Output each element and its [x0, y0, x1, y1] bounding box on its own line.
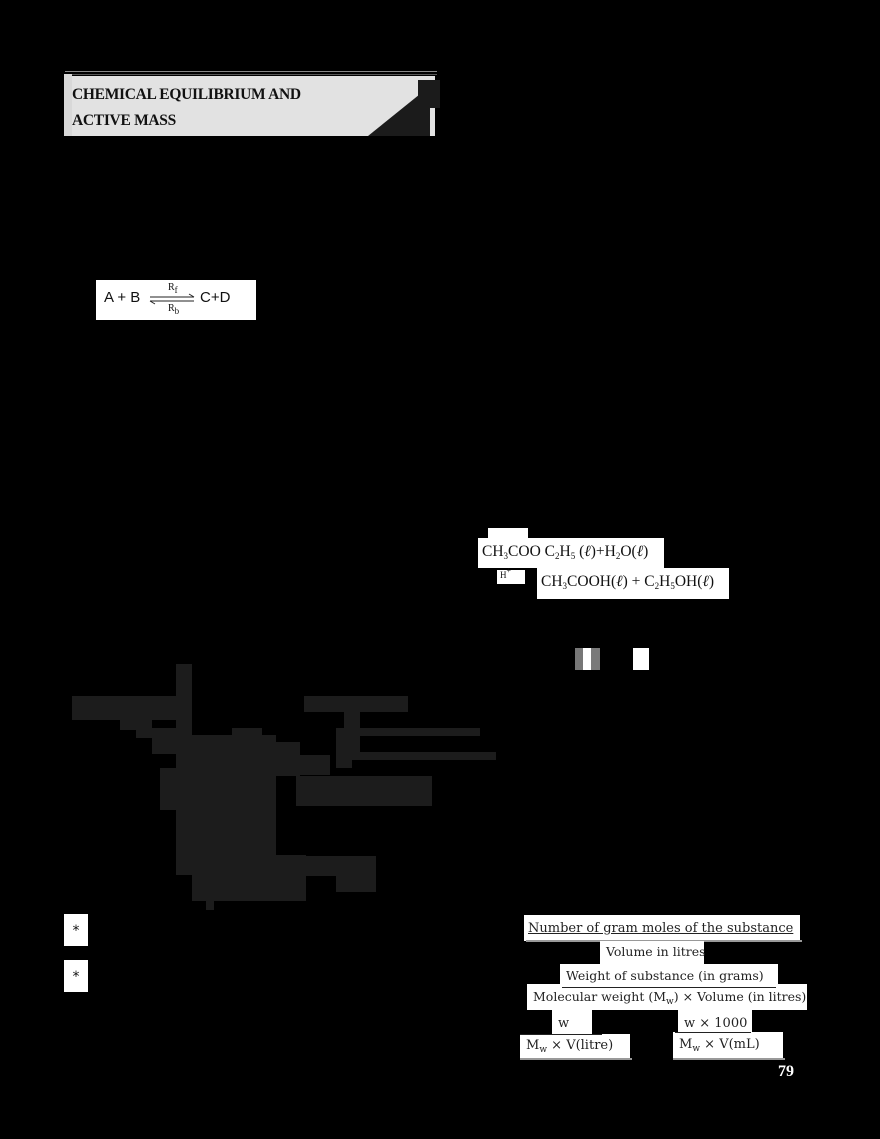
chapter-title [72, 82, 301, 134]
page-number: 79 [778, 1063, 794, 1080]
fraction-bar [562, 987, 776, 988]
bracket-fragment [591, 648, 600, 670]
forward-rate-label: $R_f$ [168, 282, 178, 295]
esterification-products: $CH_3COOH(\ell)$ + $C_2H_5OH(\ell)$ [537, 568, 729, 599]
reversible-reaction-equation [96, 280, 256, 320]
chapter-title-line2: ACTIVE MASS [72, 112, 176, 129]
weight-denominator: Molecular weight $(M_w)$ × Volume (in litres) [527, 984, 807, 1010]
reactants: A + B [104, 289, 141, 306]
catalyst-label: H+ [497, 570, 525, 584]
ml-denominator: $M_w \times V(mL)$ [673, 1032, 783, 1058]
header-rule-second [65, 74, 437, 75]
banner-edge [64, 74, 72, 136]
fraction-bar [675, 1032, 751, 1033]
molarity-numerator: Number of gram moles of the substance [524, 915, 800, 941]
litre-numerator: w [552, 1010, 592, 1034]
molarity-denominator: Volume in litres [600, 941, 704, 965]
header-rule-top [65, 71, 437, 72]
formula-underline [520, 1058, 632, 1060]
weight-numerator: Weight of substance (in grams) [560, 964, 778, 988]
banner-tab [418, 80, 440, 108]
footnote-marker: * [64, 914, 88, 946]
chapter-title-line1: CHEMICAL EQUILIBRIUM AND [72, 86, 301, 103]
footnote-marker: * [64, 960, 88, 992]
formula-underline [673, 1058, 785, 1060]
litre-denominator: $M_w$ × V(litre) [520, 1034, 630, 1058]
esterification-reactants: $CH_3COO$ $C_2H_5$ $(\ell)+H_2O(\ell)$ [478, 538, 664, 568]
products: C+D [200, 289, 231, 306]
backward-rate-label: $R_b$ [168, 303, 180, 316]
bracket-fragment [633, 648, 649, 670]
ml-numerator: w × 1000 [678, 1010, 752, 1034]
fraction-bar [520, 1034, 602, 1035]
bracket-fragment [583, 648, 591, 670]
